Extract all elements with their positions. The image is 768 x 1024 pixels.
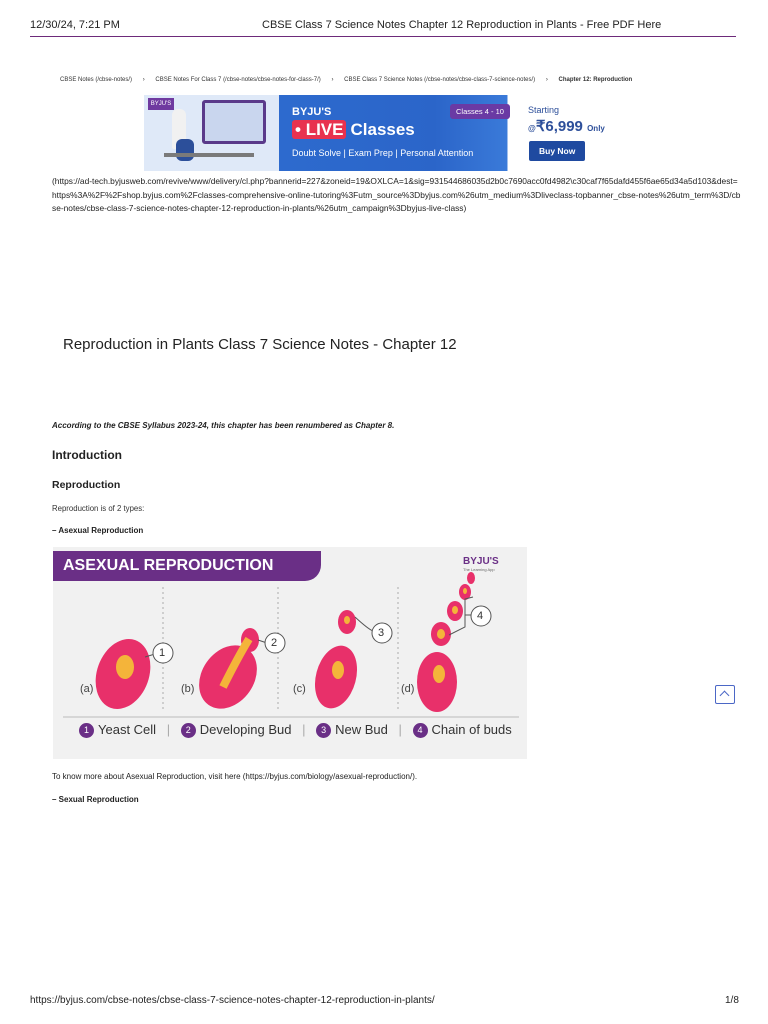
legend-number: 3 [316,723,331,738]
chain-bud [467,572,475,584]
buy-now-button[interactable]: Buy Now [529,141,585,161]
banner-headline: • LIVE Classes [292,120,415,140]
banner-logo: BYJU'S [148,98,174,110]
legend-label: New Bud [335,722,388,737]
banner-tagline: Doubt Solve | Exam Prep | Personal Attention [292,148,474,158]
screen-illustration [202,100,266,144]
starting-label: Starting [528,105,560,115]
breadcrumb-separator-icon: › [331,77,334,83]
student-illustration [176,139,194,161]
nucleus [116,655,134,679]
print-footer-url: https://byjus.com/cbse-notes/cbse-class-7-science-notes-chapter-12-reproduction-in-plants/ [30,995,435,1006]
breadcrumb [60,77,632,83]
sexual-item: – Sexual Reproduction [52,795,139,804]
breadcrumb-item-class-7-notes[interactable]: CBSE Notes For Class 7 (/cbse-notes/cbse-notes-for-class-7/) [155,77,321,83]
breadcrumb-separator-icon: › [142,77,145,83]
breadcrumb-item-current: Chapter 12: Reproduction [558,77,633,83]
callout-2: 2 [271,637,278,649]
page-title: Reproduction in Plants Class 7 Science Notes - Chapter 12 [63,336,457,353]
syllabus-note: According to the CBSE Syllabus 2023-24, this chapter has been renumbered as Chapter 8. [52,421,395,430]
print-title: CBSE Class 7 Science Notes Chapter 12 Reproduction in Plants - Free PDF Here [262,19,662,31]
page-number: 1/8 [725,995,739,1006]
price: @₹6,999 Only [528,118,605,135]
panel-label-a: (a) [80,683,94,695]
figure-legend: 1 Yeast Cell | 2 Developing Bud | 3 New Bud | 4 Chain of buds [79,722,512,738]
asexual-reproduction-figure [53,547,527,759]
print-date: 12/30/24, 7:21 PM [30,19,120,31]
legend-number: 2 [181,723,196,738]
legend-label: Yeast Cell [98,722,157,737]
legend-number: 1 [79,723,94,738]
legend-label: Developing Bud [199,722,292,737]
nucleus [332,661,344,679]
legend-label: Chain of buds [431,722,512,737]
asexual-more-info[interactable]: To know more about Asexual Reproduction, visit here (https://byjus.com/biology/asexual-reproduction/). [52,772,418,781]
panel-label-b: (b) [181,683,195,695]
figure-title: ASEXUAL REPRODUCTION [53,551,321,581]
classes-label: Classes [350,120,415,139]
grades-badge: Classes 4 - 10 [450,104,510,119]
asexual-item: – Asexual Reproduction [52,526,144,535]
breadcrumb-item-cbse-notes[interactable]: CBSE Notes (/cbse-notes/) [60,77,133,83]
banner-illustration [144,95,279,171]
types-text: Reproduction is of 2 types: [52,504,145,513]
callout-3: 3 [378,627,385,639]
desk-illustration [164,153,254,157]
callout-1: 1 [159,647,166,659]
figure-logo: BYJU'S The Learning App [463,556,499,572]
breadcrumb-item-science-notes[interactable]: CBSE Class 7 Science Notes (/cbse-notes/cbse-class-7-science-notes/) [344,77,536,83]
introduction-heading: Introduction [52,448,122,462]
header-divider [30,36,736,37]
reproduction-heading: Reproduction [52,479,121,491]
legend-number: 4 [413,723,428,738]
panel-label-d: (d) [401,683,415,695]
live-classes-banner[interactable] [144,95,628,171]
ad-link[interactable]: (https://ad-tech.byjusweb.com/revive/www/delivery/cl.php?bannerid=227&zoneid=19&OXLCA=1&sig=931544686035d2b0c7690acc0fd4982\c30caf7f65dafd455f6ae65d34a5d103&dest=https%3A%2F%2Fshop.byjus.com%2Fclasses-comprehensive-online-tutoring%3Futm_source%3Dbyjus.com%26utm_medium%3Dliveclass-topbanner_cbse-notes%26utm_term%3D/cbse-notes/cbse-class-7-science-notes-chapter-12-reproduction-in-plants/%26utm_campaign%3Dbyjus-live-class) [52,176,741,214]
nucleus [433,665,445,683]
panel-label-c: (c) [293,683,306,695]
breadcrumb-separator-icon: › [545,77,548,83]
callout-4: 4 [477,610,484,622]
banner-brand: BYJU'S [292,106,332,118]
scroll-to-top-button[interactable] [715,685,735,704]
chevron-up-icon [720,691,730,701]
live-label: LIVE [305,120,344,139]
